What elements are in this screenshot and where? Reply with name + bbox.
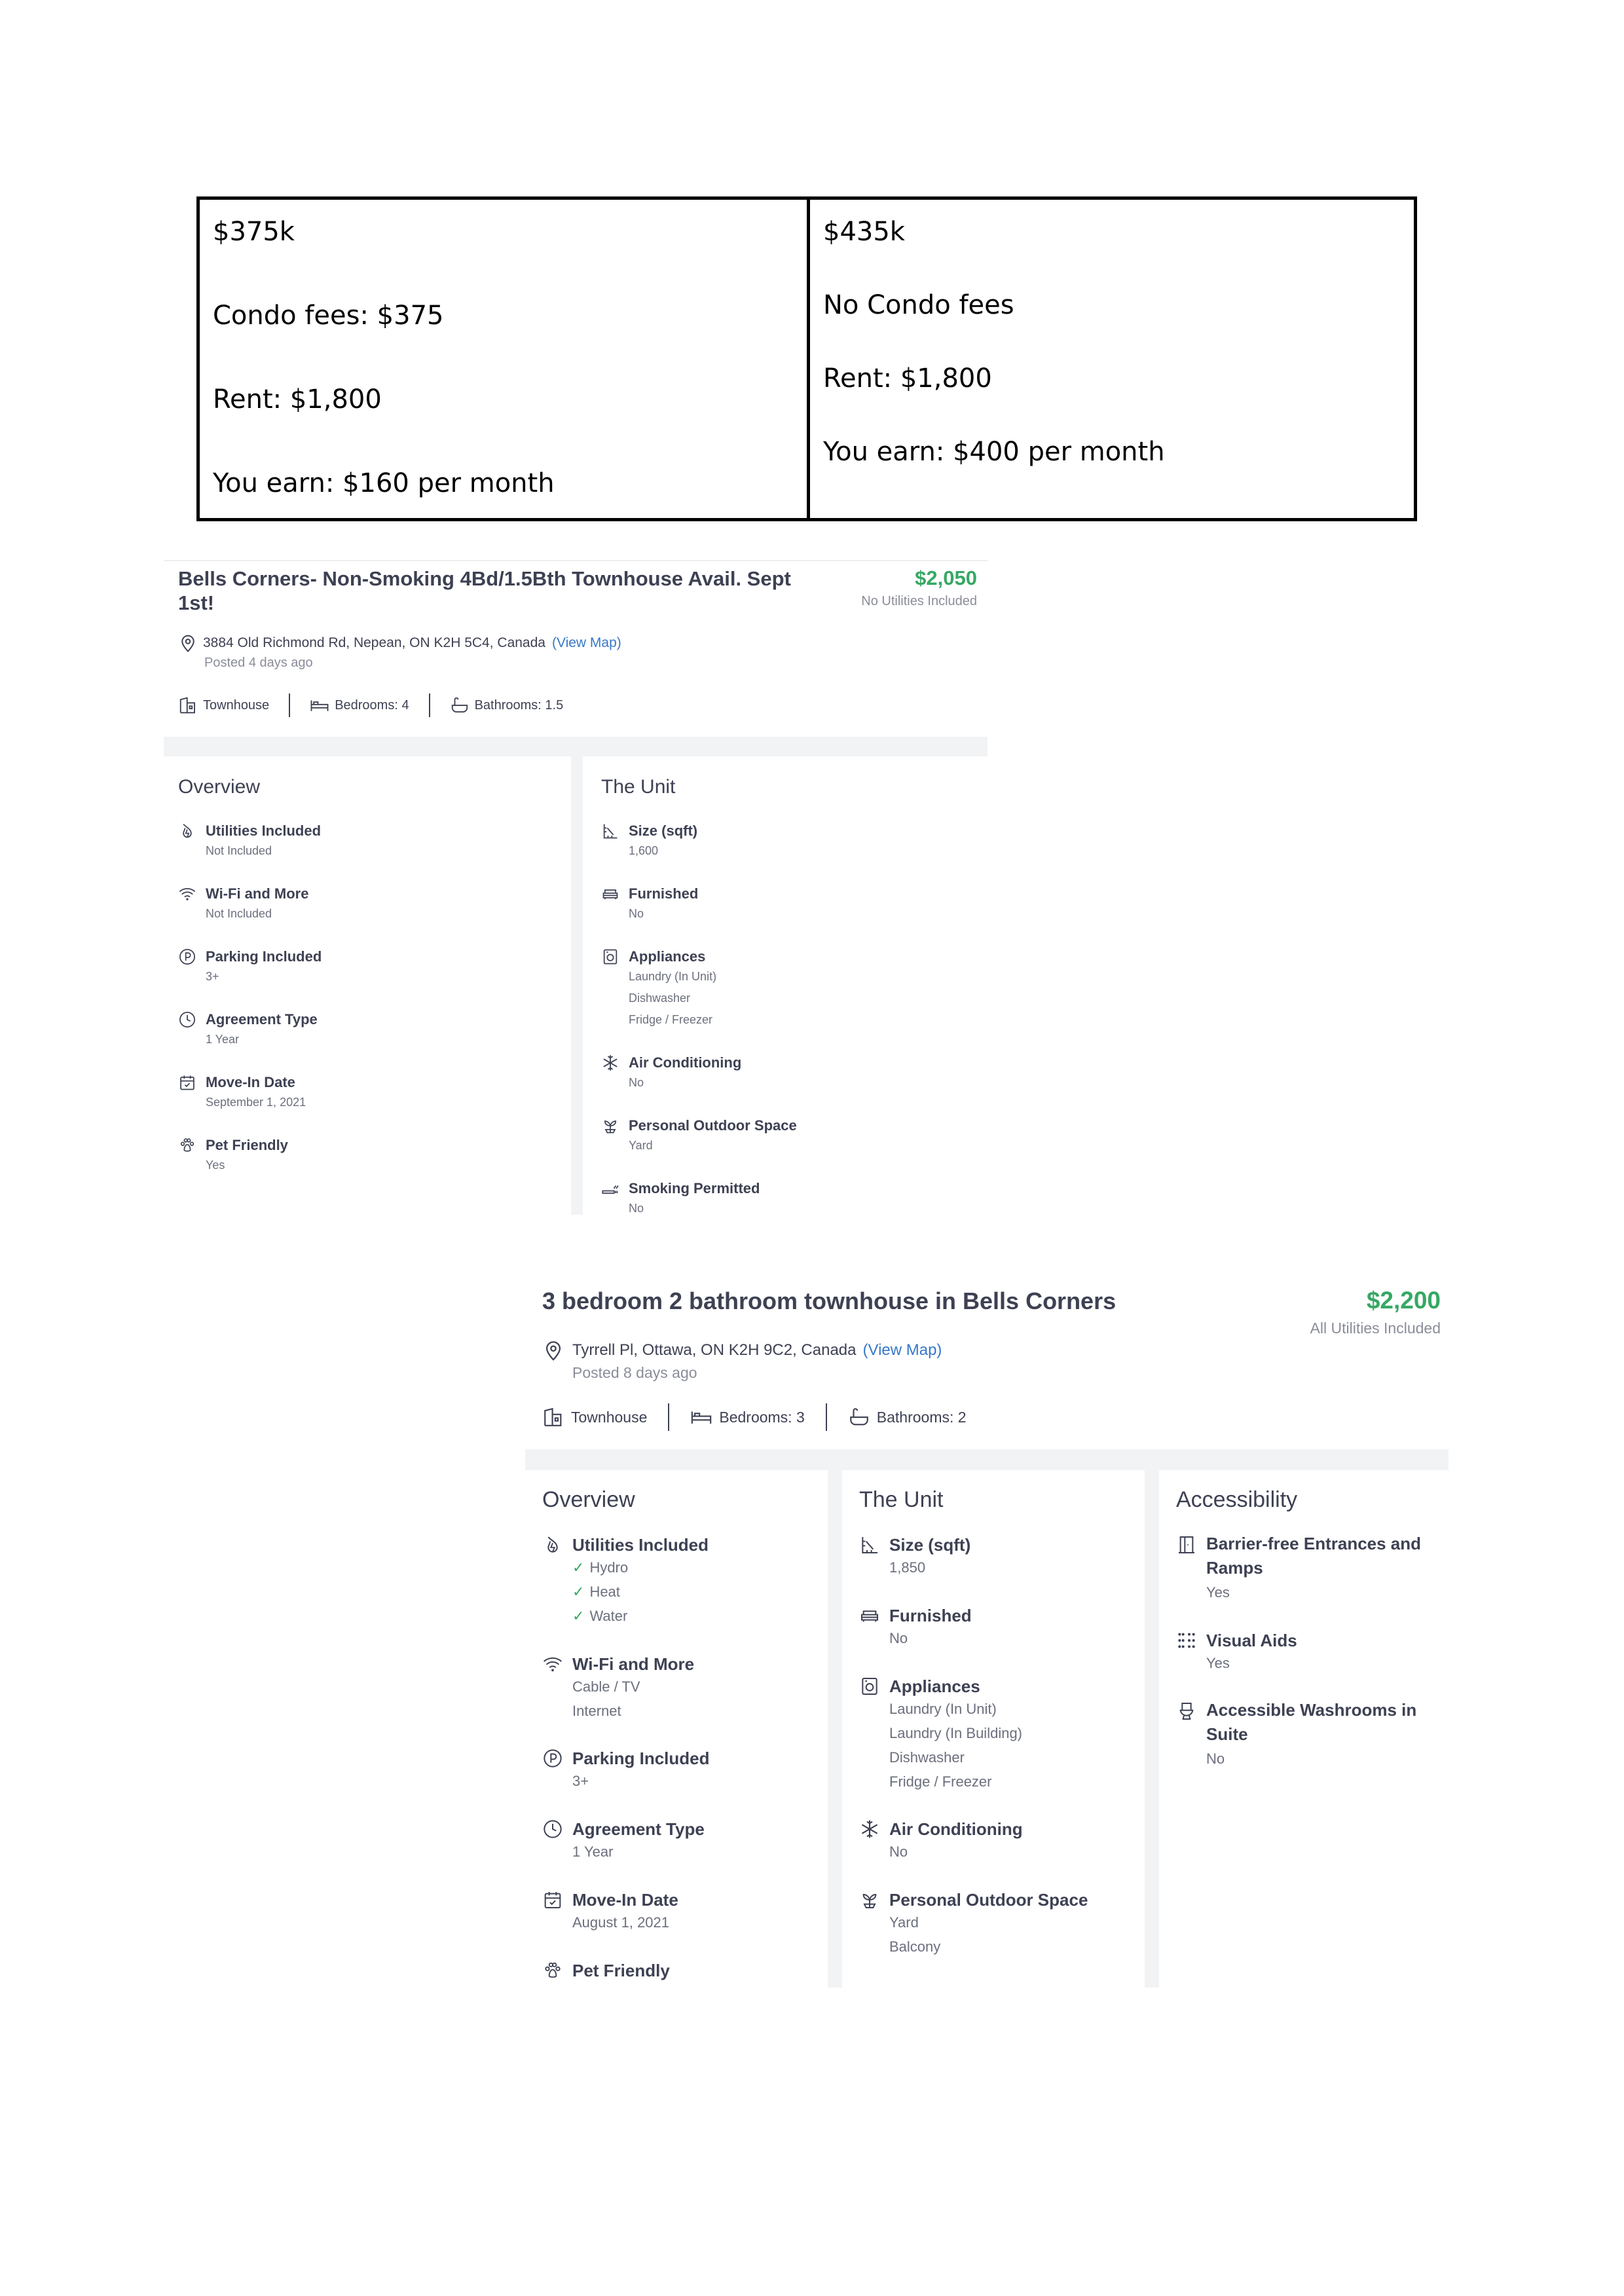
check-icon: ✓ [572, 1583, 585, 1600]
check-icon: ✓ [572, 1608, 585, 1624]
overview-panel [164, 756, 571, 1215]
ac-item: Air Conditioning No [859, 1819, 1023, 1864]
townhouse-icon [542, 1406, 564, 1428]
snowflake-icon [601, 1054, 619, 1072]
attr-type: Townhouse [178, 695, 269, 715]
attr-bathrooms: Bathrooms: 1.5 [450, 695, 564, 715]
smoking-icon [601, 1179, 619, 1198]
address-row [178, 633, 621, 653]
overview-heading: Overview [542, 1487, 635, 1512]
clock-icon [542, 1819, 563, 1840]
bed-icon [310, 695, 329, 715]
unit-panel [583, 756, 987, 1215]
outdoor-item: Personal Outdoor Space Yard [601, 1117, 797, 1157]
address-row [542, 1339, 942, 1361]
left-earnings: You earn: $160 per month [213, 468, 555, 498]
view-map-link[interactable]: (View Map) [551, 635, 621, 650]
left-rent: Rent: $1,800 [213, 384, 382, 415]
toilet-icon [1176, 1701, 1197, 1722]
paw-icon [178, 1136, 196, 1155]
washer-icon [601, 948, 619, 966]
bathtub-icon [848, 1406, 870, 1428]
barrier-free-item: Barrier-free Entrances and Ramps Yes [1176, 1534, 1421, 1604]
address-text: 3884 Old Richmond Rd, Nepean, ON K2H 5C4, Canada [203, 635, 545, 650]
view-map-link[interactable]: (View Map) [862, 1341, 942, 1359]
washer-icon [859, 1676, 880, 1697]
size-icon [859, 1534, 880, 1555]
utilities-note: No Utilities Included [861, 594, 977, 608]
furnished-item: Furnished No [601, 885, 698, 925]
right-price: $435k [823, 217, 905, 247]
clock-icon [178, 1010, 196, 1029]
right-condo-fees: No Condo fees [823, 290, 1014, 320]
attribute-row [178, 692, 563, 718]
outdoor-item: Personal Outdoor Space Yard Balcony [859, 1889, 1088, 1959]
listing-title[interactable]: Bells Corners- Non-Smoking 4Bd/1.5Bth Townhouse Avail. Sept 1st! [178, 567, 791, 615]
size-icon [601, 822, 619, 840]
unit-heading: The Unit [859, 1487, 944, 1512]
utilities-item: Utilities Included ✓ Hydro ✓ Heat ✓ Water [542, 1534, 709, 1628]
utilities-icon [542, 1534, 563, 1555]
attribute-row [542, 1402, 967, 1432]
overview-heading: Overview [178, 776, 261, 798]
utilities-note: All Utilities Included [1310, 1320, 1441, 1337]
unit-heading: The Unit [601, 776, 676, 798]
listing-bells-corners-3bd [525, 1280, 1449, 1988]
size-item: Size (sqft) 1,600 [601, 822, 697, 862]
overview-panel [525, 1470, 828, 1988]
paw-icon [542, 1960, 563, 1981]
attr-bathrooms: Bathrooms: 2 [848, 1406, 967, 1428]
townhouse-icon [178, 695, 198, 715]
plant-icon [601, 1117, 619, 1135]
bathtub-icon [450, 695, 470, 715]
move-in-item: Move-In Date August 1, 2021 [542, 1889, 678, 1935]
agreement-item: Agreement Type 1 Year [178, 1010, 318, 1050]
utilities-icon [178, 822, 196, 840]
washrooms-item: Accessible Washrooms in Suite No [1176, 1701, 1416, 1771]
location-pin-icon [542, 1339, 564, 1361]
listing-bells-corners-4bd [164, 560, 987, 1215]
attr-bedrooms: Bedrooms: 3 [690, 1406, 804, 1428]
wifi-icon [178, 885, 196, 903]
left-price: $375k [213, 217, 295, 247]
posted-date: Posted 8 days ago [572, 1364, 697, 1381]
parking-icon [542, 1748, 563, 1769]
listing-price: $2,200 [1366, 1287, 1441, 1314]
price-comparison-table [196, 196, 1417, 521]
door-icon [1176, 1534, 1197, 1555]
parking-icon [178, 948, 196, 966]
sofa-icon [601, 885, 619, 903]
left-condo-fees: Condo fees: $375 [213, 301, 444, 331]
check-icon: ✓ [572, 1559, 585, 1576]
right-rent: Rent: $1,800 [823, 363, 992, 394]
attr-bedrooms: Bedrooms: 4 [310, 695, 409, 715]
pet-item: Pet Friendly [542, 1960, 670, 1981]
snowflake-icon [859, 1819, 880, 1840]
sofa-icon [859, 1605, 880, 1626]
furnished-item: Furnished No [859, 1605, 972, 1650]
address-text: Tyrrell Pl, Ottawa, ON K2H 9C2, Canada [572, 1341, 857, 1359]
ac-item: Air Conditioning No [601, 1054, 741, 1094]
agreement-item: Agreement Type 1 Year [542, 1819, 705, 1864]
braille-icon [1176, 1630, 1197, 1651]
plant-icon [859, 1889, 880, 1910]
wifi-item: Wi-Fi and More Not Included [178, 885, 308, 925]
location-pin-icon [178, 633, 198, 653]
listing-title[interactable]: 3 bedroom 2 bathroom townhouse in Bells Corners [542, 1287, 1116, 1314]
comparison-left-cell [200, 200, 807, 518]
parking-item: Parking Included 3+ [542, 1748, 710, 1793]
listing-price: $2,050 [915, 566, 977, 589]
appliances-item: Appliances Laundry (In Unit) Dishwasher Fridge / Freezer [601, 948, 716, 1031]
right-earnings: You earn: $400 per month [823, 437, 1165, 467]
pet-item: Pet Friendly Yes [178, 1136, 288, 1176]
comparison-right-cell [807, 200, 1414, 518]
utilities-item: Utilities Included Not Included [178, 822, 321, 862]
unit-panel [842, 1470, 1145, 1988]
wifi-icon [542, 1654, 563, 1675]
appliances-item: Appliances Laundry (In Unit) Laundry (In Building) Dishwasher Fridge / Freezer [859, 1676, 1022, 1794]
wifi-item: Wi-Fi and More Cable / TV Internet [542, 1654, 694, 1723]
move-in-item: Move-In Date September 1, 2021 [178, 1073, 306, 1113]
posted-date: Posted 4 days ago [204, 656, 313, 670]
accessibility-heading: Accessibility [1176, 1487, 1298, 1512]
bed-icon [690, 1406, 712, 1428]
accessibility-panel [1159, 1470, 1449, 1988]
smoking-item: Smoking Permitted No [601, 1179, 760, 1215]
size-item: Size (sqft) 1,850 [859, 1534, 970, 1580]
visual-aids-item: Visual Aids Yes [1176, 1630, 1297, 1675]
attr-type: Townhouse [542, 1406, 647, 1428]
parking-item: Parking Included 3+ [178, 948, 322, 988]
calendar-icon [178, 1073, 196, 1092]
calendar-icon [542, 1889, 563, 1910]
